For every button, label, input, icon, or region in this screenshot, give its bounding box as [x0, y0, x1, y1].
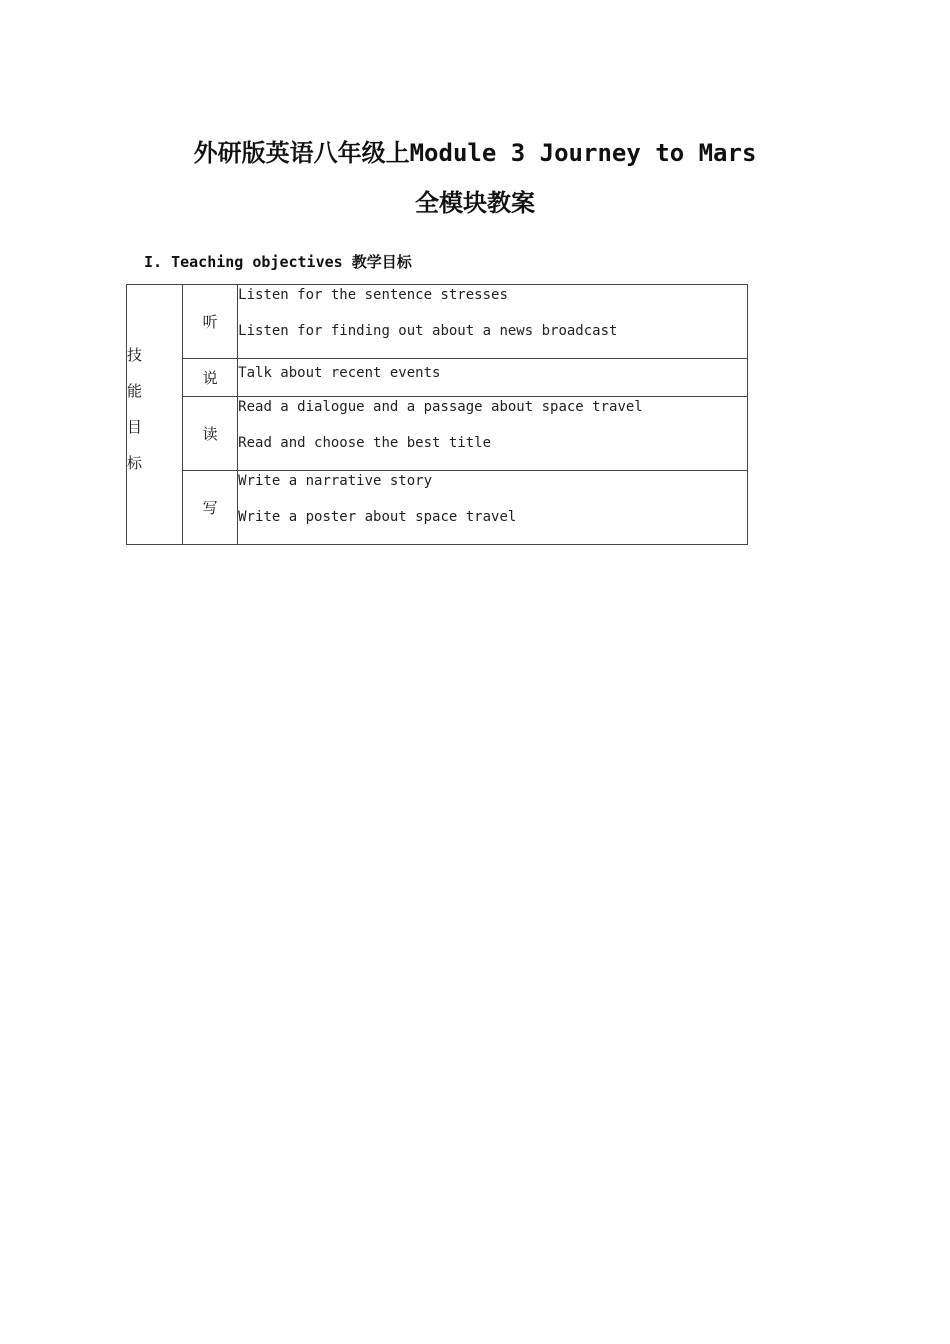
objectives-table — [126, 284, 748, 545]
category-char: 能 — [127, 381, 143, 400]
skill-label-speaking: 说 — [183, 359, 238, 397]
document-subtitle: 全模块教案 — [415, 189, 535, 217]
category-char: 技 — [127, 345, 143, 364]
table-row — [127, 359, 748, 397]
skill-content — [238, 471, 748, 545]
skill-content — [238, 285, 748, 359]
skill-label-writing: 写 — [183, 471, 238, 545]
skill-label-reading: 读 — [183, 397, 238, 471]
category-char: 目 — [127, 417, 143, 436]
table-row — [127, 285, 748, 359]
objective-item: Write a narrative story — [238, 472, 433, 489]
objective-item: Read and choose the best title — [238, 434, 492, 451]
skill-content — [238, 397, 748, 471]
section-heading: I. Teaching objectives 教学目标 — [144, 253, 412, 271]
document-title: 外研版英语八年级上Module 3 Journey to Mars — [193, 139, 757, 167]
objective-item: Read a dialogue and a passage about space travel — [238, 398, 643, 415]
table-row — [127, 397, 748, 471]
table-row — [127, 471, 748, 545]
objective-item: Listen for the sentence stresses — [238, 286, 508, 303]
category-cell — [127, 285, 183, 545]
category-char: 标 — [127, 453, 143, 472]
skill-content — [238, 359, 748, 397]
objective-item: Talk about recent events — [238, 364, 441, 381]
skill-label-listening: 听 — [183, 285, 238, 359]
objective-item: Write a poster about space travel — [238, 508, 517, 525]
objective-item: Listen for finding out about a news broadcast — [238, 322, 618, 339]
